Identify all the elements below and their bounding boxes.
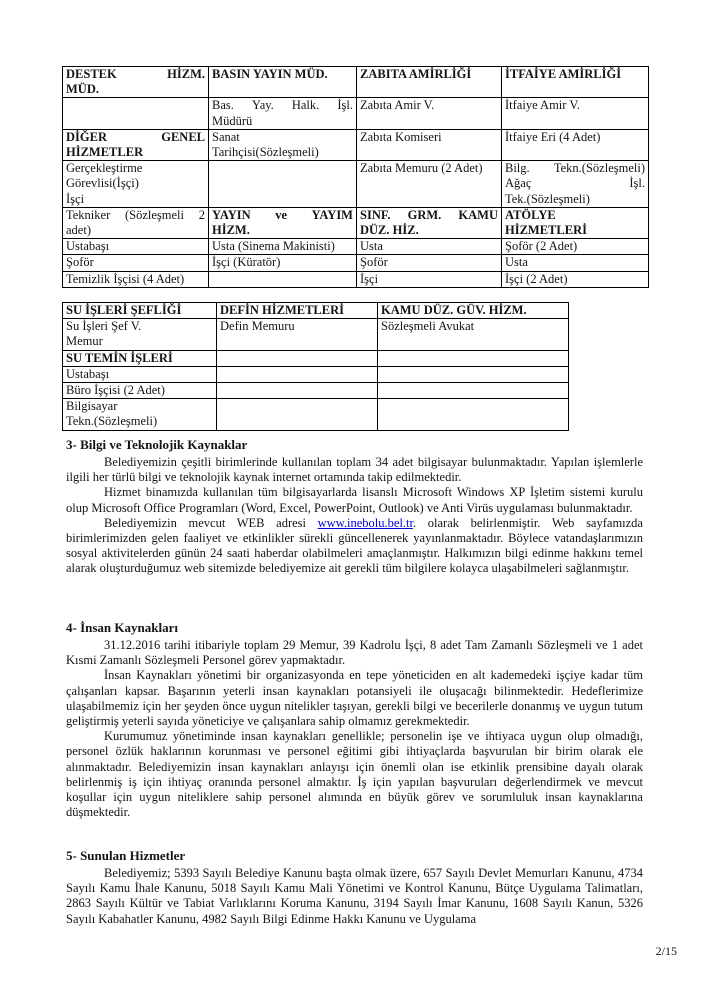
table-cell: Zabıta Komiseri — [357, 129, 502, 160]
table-cell: Temizlik İşçisi (4 Adet) — [63, 271, 209, 287]
table-cell — [217, 399, 378, 430]
paragraph: Kurumumuz yönetiminde insan kaynakları genellikle; personelin işe ve ihtiyaca uygun olup olmadığı, personel özlük haklarının korunması ve personel eğitimi gibi ihtiyaçlarda başvurulan bir birim olarak ele alınmaktadır. Belediyemizin insan kaynakları anlayışı için önemli olan ise etkinlik prensibine dayalı olarak belirlenmiş iş için ihtiyaç oranında personel almaktır. İş için yapılan başvuruları değerlendirmek ve mevcut koşullar için uygun niteliklere sahip personel alımında en büyük görev ve sorumluluk insan kaynaklarına düşmektedir. — [66, 729, 643, 820]
section-title: 5- Sunulan Hizmetler — [66, 848, 186, 863]
table-cell — [217, 383, 378, 399]
section-title: 3- Bilgi ve Teknolojik Kaynaklar — [66, 437, 248, 452]
table-cell: Usta (Sinema Makinisti) — [209, 239, 357, 255]
staff-table-bottom-body — [63, 303, 569, 431]
table-row — [63, 129, 649, 160]
table-cell: Ustabaşı — [63, 366, 217, 382]
table-cell: DİĞER GENEL HİZMETLER — [63, 129, 209, 160]
table-row — [63, 366, 569, 382]
table-row — [63, 350, 569, 366]
table-cell: Zabıta Amir V. — [357, 98, 502, 129]
paragraph: Belediyemiz; 5393 Sayılı Belediye Kanunu başta olmak üzere, 657 Sayılı Devlet Memurları Kanunu, 4734 Sayılı Kamu İhale Kanunu, 5018 Sayılı Kamu Mali Yönetimi ve Kontrol Kanunu, Bütçe Uygulama Talimatları, 2863 Sayılı Kültür ve Tabiat Varlıklarını Koruma Kanunu, 3194 Sayılı İmar Kanunu, 1608 Sayılı Kanun, 5326 Sayılı Kabahatler Kanunu, 4982 Sayılı Bilgi Edinme Hakkı Kanunu ve Uygulama — [66, 866, 643, 926]
table-cell: Su İşleri Şef V. Memur — [63, 319, 217, 350]
table-cell: İşçi (Küratör) — [209, 255, 357, 271]
paragraph: Hizmet binamızda kullanılan tüm bilgisayarlarda lisanslı Microsoft Windows XP İşletim sistemi kurulu olup Microsoft Office Programları (Word, Excel, PowerPoint, Outlook) ve Anti Virüs uygulaması bulunmaktadır. — [66, 485, 643, 515]
table-cell: Şoför — [357, 255, 502, 271]
table-cell — [217, 366, 378, 382]
table-row — [63, 399, 569, 430]
table-cell: DEFİN HİZMETLERİ — [217, 303, 378, 319]
section-3 — [66, 437, 643, 577]
table-cell: Şoför (2 Adet) — [502, 239, 649, 255]
table-cell: ZABITA AMİRLİĞİ — [357, 67, 502, 98]
table-cell — [63, 98, 209, 129]
section-4 — [66, 620, 643, 820]
table-cell: Ustabaşı — [63, 239, 209, 255]
table-cell — [378, 383, 569, 399]
table-cell: YAYIN ve YAYIM HİZM. — [209, 207, 357, 238]
table-cell: Gerçekleştirme Görevlisi(İşçi) İşçi — [63, 161, 209, 208]
table-cell: Tekniker (Sözleşmeli 2 adet) — [63, 207, 209, 238]
staff-table-top-body — [63, 67, 649, 288]
table-cell — [209, 161, 357, 208]
table-cell: Sanat Tarihçisi(Sözleşmeli) — [209, 129, 357, 160]
table-cell — [378, 366, 569, 382]
table-row — [63, 271, 649, 287]
table-cell — [217, 350, 378, 366]
table-row — [63, 239, 649, 255]
table-row — [63, 319, 569, 350]
section-5 — [66, 848, 643, 927]
table-cell: Zabıta Memuru (2 Adet) — [357, 161, 502, 208]
section-title: 4- İnsan Kaynakları — [66, 620, 178, 635]
staff-table-bottom — [62, 302, 569, 431]
table-cell: İTFAİYE AMİRLİĞİ — [502, 67, 649, 98]
table-cell: Bas. Yay. Halk. İşl. Müdürü — [209, 98, 357, 129]
table-cell: BASIN YAYIN MÜD. — [209, 67, 357, 98]
paragraph: Belediyemizin mevcut WEB adresi www.inebolu.bel.tr. olarak belirlenmiştir. Web sayfamızda birimlerimizden gelen faaliyet ve etkinlikler sürekli güncellenerek yayınlanmaktadır. Böylece vatandaşlarımızın sosyal aktivitelerden günün 24 saati haberdar olabilmeleri amaçlanmıştır. Halkımızın bilgi edinme hakkını temel alarak oluşturduğumuz web sitemizde belediyemize ait gerekli tüm bilgilere kolayca ulaşabilmeleri sağlanmıştır. — [66, 515, 643, 576]
table-cell: Şoför — [63, 255, 209, 271]
table-cell: Defin Memuru — [217, 319, 378, 350]
table-cell: KAMU DÜZ. GÜV. HİZM. — [378, 303, 569, 319]
table-cell — [378, 350, 569, 366]
table-cell: İşçi — [357, 271, 502, 287]
table-cell: Usta — [357, 239, 502, 255]
table-row — [63, 98, 649, 129]
table-cell: İtfaiye Eri (4 Adet) — [502, 129, 649, 160]
table-cell — [378, 399, 569, 430]
page-number: 2/15 — [655, 944, 677, 958]
table-row — [63, 383, 569, 399]
table-cell: ATÖLYE HİZMETLERİ — [502, 207, 649, 238]
table-cell: Usta — [502, 255, 649, 271]
table-cell: SU İŞLERİ ŞEFLİĞİ — [63, 303, 217, 319]
table-cell — [209, 271, 357, 287]
table-cell: İşçi (2 Adet) — [502, 271, 649, 287]
table-cell: Bilg. Tekn.(Sözleşmeli) Ağaç İşl. Tek.(Sözleşmeli) — [502, 161, 649, 208]
table-cell: SINF. GRM. KAMU DÜZ. HİZ. — [357, 207, 502, 238]
table-cell: DESTEK HİZM. MÜD. — [63, 67, 209, 98]
table-row — [63, 67, 649, 98]
table-cell: Büro İşçisi (2 Adet) — [63, 383, 217, 399]
table-cell: Bilgisayar Tekn.(Sözleşmeli) — [63, 399, 217, 430]
website-link[interactable]: www.inebolu.bel.tr — [317, 515, 413, 530]
table-cell: İtfaiye Amir V. — [502, 98, 649, 129]
paragraph: İnsan Kaynakları yönetimi bir organizasyonda en tepe yöneticiden en alt kademedeki işçiye kadar tüm çalışanları kapsar. Başarının yeterli insan kaynakları potansiyeli ile oluşacağı bilinmektedir. Hedeflerimize ulaşabilmemiz için her şeyden önce uygun nitelikler taşıyan, gerekli bilgi ve becerilerle donanmış ve uygun tutum geliştirmiş yeterli sayıda yöneticiye ve çalışanlara sahip olmamız gerekmektedir. — [66, 668, 643, 729]
paragraph: Belediyemizin çeşitli birimlerinde kullanılan toplam 34 adet bilgisayar bulunmaktadır. Yapılan işlemlerle ilgili her türlü bilgi ve teknolojik kaynak internet ortamında takip edilmektedir. — [66, 455, 643, 485]
table-cell: Sözleşmeli Avukat — [378, 319, 569, 350]
table-row — [63, 255, 649, 271]
paragraph: 31.12.2016 tarihi itibariyle toplam 29 Memur, 39 Kadrolu İşçi, 8 adet Tam Zamanlı Sözleşmeli ve 1 adet Kısmi Zamanlı Sözleşmeli Personel görev yapmaktadır. — [66, 638, 643, 668]
table-row — [63, 207, 649, 238]
table-cell: SU TEMİN İŞLERİ — [63, 350, 217, 366]
staff-table-top — [62, 66, 649, 288]
table-row — [63, 161, 649, 208]
table-row — [63, 303, 569, 319]
